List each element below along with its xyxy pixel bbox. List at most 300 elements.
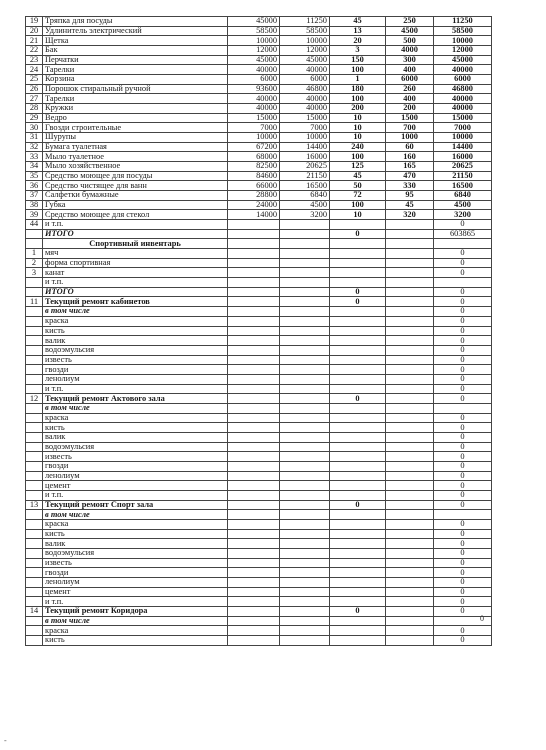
- price-cell: [386, 587, 434, 597]
- table-row: [26, 268, 492, 278]
- table-row: [26, 403, 492, 413]
- item-name-cell: кисть: [43, 529, 228, 539]
- amount-b-cell: [280, 394, 330, 404]
- total-cell: 6000: [434, 75, 492, 85]
- row-number-cell: 20: [26, 26, 43, 36]
- amount-b-cell: 58500: [280, 26, 330, 36]
- amount-a-cell: [228, 616, 280, 626]
- amount-a-cell: 45000: [228, 55, 280, 65]
- table-row: [26, 636, 492, 646]
- item-name-cell: Тарелки: [43, 65, 228, 75]
- row-number-cell: [26, 626, 43, 636]
- price-cell: 6000: [386, 75, 434, 85]
- amount-b-cell: [280, 539, 330, 549]
- table-row: [26, 548, 492, 558]
- price-cell: 470: [386, 171, 434, 181]
- price-cell: [386, 616, 434, 626]
- total-cell: 0: [434, 268, 492, 278]
- total-cell: 0: [434, 577, 492, 587]
- quantity-cell: [330, 558, 386, 568]
- amount-b-cell: [280, 345, 330, 355]
- amount-b-cell: [280, 577, 330, 587]
- table-row: [26, 17, 492, 27]
- total-cell: 12000: [434, 46, 492, 56]
- item-name-cell: Текущий ремонт Спорт зала: [43, 500, 228, 510]
- price-cell: [386, 568, 434, 578]
- item-name-cell: в том числе: [43, 510, 228, 520]
- amount-b-cell: [280, 278, 330, 288]
- total-cell: 0: [434, 442, 492, 452]
- quantity-cell: [330, 268, 386, 278]
- amount-b-cell: [280, 597, 330, 607]
- table-row: [26, 210, 492, 220]
- amount-a-cell: 12000: [228, 46, 280, 56]
- table-row: [26, 181, 492, 191]
- price-cell: [386, 626, 434, 636]
- total-cell: 11250: [434, 17, 492, 27]
- amount-a-cell: 93600: [228, 84, 280, 94]
- amount-a-cell: [228, 220, 280, 230]
- row-number-cell: 37: [26, 191, 43, 201]
- amount-a-cell: [228, 239, 280, 249]
- quantity-cell: [330, 461, 386, 471]
- table-row: [26, 587, 492, 597]
- row-number-cell: 1: [26, 249, 43, 259]
- total-cell: 0: [434, 597, 492, 607]
- table-row: [26, 26, 492, 36]
- table-row: [26, 200, 492, 210]
- price-cell: [386, 258, 434, 268]
- row-number-cell: 32: [26, 142, 43, 152]
- amount-b-cell: [280, 365, 330, 375]
- price-cell: 500: [386, 36, 434, 46]
- quantity-cell: [330, 529, 386, 539]
- total-cell: [434, 403, 492, 413]
- price-cell: [386, 442, 434, 452]
- row-number-cell: [26, 384, 43, 394]
- item-name-cell: Щетка: [43, 36, 228, 46]
- total-cell: 0: [434, 539, 492, 549]
- quantity-cell: [330, 316, 386, 326]
- item-name-cell: Тарелки: [43, 94, 228, 104]
- amount-a-cell: [228, 413, 280, 423]
- row-number-cell: [26, 442, 43, 452]
- quantity-cell: [330, 587, 386, 597]
- total-cell: 0: [434, 316, 492, 326]
- amount-b-cell: [280, 423, 330, 433]
- row-number-cell: [26, 365, 43, 375]
- item-name-cell: Текущий ремонт кабинетов: [43, 297, 228, 307]
- price-cell: [386, 471, 434, 481]
- table-row: [26, 249, 492, 259]
- table-row: [26, 65, 492, 75]
- total-cell: 0: [434, 529, 492, 539]
- total-cell: 0: [434, 258, 492, 268]
- amount-a-cell: 40000: [228, 94, 280, 104]
- amount-a-cell: [228, 529, 280, 539]
- item-name-cell: Корзина: [43, 75, 228, 85]
- price-cell: [386, 297, 434, 307]
- table-row: [26, 75, 492, 85]
- price-cell: 330: [386, 181, 434, 191]
- amount-b-cell: 10000: [280, 133, 330, 143]
- quantity-cell: 0: [330, 297, 386, 307]
- amount-a-cell: 58500: [228, 26, 280, 36]
- amount-a-cell: 82500: [228, 162, 280, 172]
- amount-a-cell: [228, 471, 280, 481]
- amount-b-cell: [280, 258, 330, 268]
- row-number-cell: 38: [26, 200, 43, 210]
- amount-a-cell: [228, 249, 280, 259]
- quantity-cell: 1: [330, 75, 386, 85]
- table-row: [26, 326, 492, 336]
- amount-b-cell: [280, 606, 330, 616]
- total-cell: 0: [434, 413, 492, 423]
- table-row: [26, 597, 492, 607]
- item-name-cell: Средство моющее для стекол: [43, 210, 228, 220]
- item-name-cell: Спортивный инвентарь: [43, 239, 228, 249]
- quantity-cell: [330, 490, 386, 500]
- total-cell: 10000: [434, 36, 492, 46]
- row-number-cell: [26, 239, 43, 249]
- quantity-cell: 20: [330, 36, 386, 46]
- total-cell: 0: [434, 471, 492, 481]
- row-number-cell: 2: [26, 258, 43, 268]
- item-name-cell: ИТОГО: [43, 287, 228, 297]
- amount-a-cell: [228, 423, 280, 433]
- row-number-cell: [26, 529, 43, 539]
- item-name-cell: в том числе: [43, 307, 228, 317]
- amount-b-cell: 4500: [280, 200, 330, 210]
- table-row: [26, 616, 492, 626]
- item-name-cell: водоэмульсия: [43, 442, 228, 452]
- table-row: [26, 104, 492, 114]
- price-cell: [386, 606, 434, 616]
- table-row: [26, 278, 492, 288]
- table-row: [26, 423, 492, 433]
- edge-mark: -: [4, 736, 7, 745]
- total-cell: 0: [434, 481, 492, 491]
- amount-b-cell: [280, 307, 330, 317]
- amount-b-cell: [280, 249, 330, 259]
- amount-b-cell: [280, 403, 330, 413]
- amount-b-cell: [280, 287, 330, 297]
- item-name-cell: цемент: [43, 481, 228, 491]
- amount-a-cell: [228, 403, 280, 413]
- amount-a-cell: [228, 355, 280, 365]
- item-name-cell: Губка: [43, 200, 228, 210]
- price-cell: [386, 220, 434, 230]
- price-cell: [386, 529, 434, 539]
- item-name-cell: Салфетки бумажные: [43, 191, 228, 201]
- amount-b-cell: 7000: [280, 123, 330, 133]
- quantity-cell: [330, 384, 386, 394]
- amount-a-cell: [228, 278, 280, 288]
- amount-a-cell: [228, 490, 280, 500]
- total-cell: 0: [434, 384, 492, 394]
- total-cell: 0: [434, 636, 492, 646]
- amount-b-cell: [280, 558, 330, 568]
- amount-b-cell: [280, 636, 330, 646]
- price-cell: 165: [386, 162, 434, 172]
- table-row: [26, 316, 492, 326]
- price-cell: 400: [386, 65, 434, 75]
- amount-a-cell: [228, 636, 280, 646]
- table-row: [26, 384, 492, 394]
- item-name-cell: краска: [43, 626, 228, 636]
- total-cell: 0: [434, 568, 492, 578]
- amount-b-cell: [280, 452, 330, 462]
- quantity-cell: [330, 432, 386, 442]
- amount-b-cell: [280, 490, 330, 500]
- amount-b-cell: [280, 268, 330, 278]
- item-name-cell: известь: [43, 355, 228, 365]
- amount-b-cell: [280, 326, 330, 336]
- table-row: [26, 365, 492, 375]
- table-row: [26, 490, 492, 500]
- row-number-cell: [26, 229, 43, 239]
- row-number-cell: [26, 326, 43, 336]
- amount-b-cell: [280, 442, 330, 452]
- amount-a-cell: [228, 297, 280, 307]
- price-cell: [386, 481, 434, 491]
- quantity-cell: [330, 336, 386, 346]
- row-number-cell: 27: [26, 94, 43, 104]
- amount-b-cell: [280, 384, 330, 394]
- quantity-cell: 200: [330, 104, 386, 114]
- quantity-cell: 45: [330, 171, 386, 181]
- amount-b-cell: [280, 510, 330, 520]
- row-number-cell: [26, 423, 43, 433]
- price-cell: 1000: [386, 133, 434, 143]
- total-cell: 15000: [434, 113, 492, 123]
- row-number-cell: 28: [26, 104, 43, 114]
- amount-a-cell: 14000: [228, 210, 280, 220]
- total-cell: 40000: [434, 94, 492, 104]
- total-cell: 0: [434, 307, 492, 317]
- total-cell: 0: [434, 394, 492, 404]
- price-cell: [386, 394, 434, 404]
- price-cell: [386, 268, 434, 278]
- total-cell: 0: [434, 519, 492, 529]
- row-number-cell: [26, 355, 43, 365]
- amount-b-cell: 20625: [280, 162, 330, 172]
- price-cell: [386, 500, 434, 510]
- item-name-cell: Кружки: [43, 104, 228, 114]
- row-number-cell: 24: [26, 65, 43, 75]
- price-cell: [386, 510, 434, 520]
- item-name-cell: ИТОГО: [43, 229, 228, 239]
- repair-group-row: [26, 297, 492, 307]
- table-row: [26, 258, 492, 268]
- row-number-cell: [26, 452, 43, 462]
- quantity-cell: [330, 258, 386, 268]
- row-number-cell: [26, 278, 43, 288]
- quantity-cell: [330, 636, 386, 646]
- row-number-cell: 29: [26, 113, 43, 123]
- quantity-cell: [330, 355, 386, 365]
- row-number-cell: 31: [26, 133, 43, 143]
- quantity-cell: 100: [330, 200, 386, 210]
- item-name-cell: Перчатки: [43, 55, 228, 65]
- price-cell: 160: [386, 152, 434, 162]
- amount-b-cell: [280, 374, 330, 384]
- amount-a-cell: [228, 394, 280, 404]
- amount-a-cell: [228, 432, 280, 442]
- price-cell: [386, 239, 434, 249]
- total-cell: 46800: [434, 84, 492, 94]
- amount-a-cell: 10000: [228, 133, 280, 143]
- amount-b-cell: [280, 297, 330, 307]
- quantity-cell: 10: [330, 113, 386, 123]
- price-cell: 260: [386, 84, 434, 94]
- amount-b-cell: [280, 461, 330, 471]
- item-name-cell: и т.п.: [43, 278, 228, 288]
- table-row: [26, 307, 492, 317]
- price-cell: 4500: [386, 26, 434, 36]
- amount-a-cell: [228, 500, 280, 510]
- quantity-cell: [330, 374, 386, 384]
- price-cell: 400: [386, 94, 434, 104]
- quantity-cell: 0: [330, 287, 386, 297]
- row-number-cell: 39: [26, 210, 43, 220]
- amount-b-cell: 16500: [280, 181, 330, 191]
- budget-table: [25, 16, 492, 646]
- amount-a-cell: [228, 481, 280, 491]
- row-number-cell: 11: [26, 297, 43, 307]
- row-number-cell: [26, 461, 43, 471]
- amount-b-cell: 6840: [280, 191, 330, 201]
- row-number-cell: 14: [26, 606, 43, 616]
- amount-b-cell: [280, 471, 330, 481]
- quantity-cell: [330, 626, 386, 636]
- amount-b-cell: [280, 500, 330, 510]
- price-cell: [386, 229, 434, 239]
- total-cell: 0: [434, 558, 492, 568]
- item-name-cell: Бумага туалетная: [43, 142, 228, 152]
- quantity-cell: 100: [330, 152, 386, 162]
- row-number-cell: [26, 374, 43, 384]
- row-number-cell: [26, 519, 43, 529]
- row-number-cell: [26, 636, 43, 646]
- quantity-cell: 10: [330, 123, 386, 133]
- total-cell: 0: [434, 490, 492, 500]
- row-number-cell: [26, 490, 43, 500]
- row-number-cell: [26, 432, 43, 442]
- row-number-cell: 33: [26, 152, 43, 162]
- item-name-cell: цемент: [43, 587, 228, 597]
- quantity-cell: 50: [330, 181, 386, 191]
- total-cell: 0: [434, 423, 492, 433]
- item-name-cell: гвозди: [43, 365, 228, 375]
- price-cell: 320: [386, 210, 434, 220]
- item-name-cell: в том числе: [43, 403, 228, 413]
- item-name-cell: ленолиум: [43, 374, 228, 384]
- row-number-cell: 19: [26, 17, 43, 27]
- amount-b-cell: [280, 239, 330, 249]
- quantity-cell: [330, 413, 386, 423]
- amount-b-cell: [280, 316, 330, 326]
- total-cell: 0: [434, 500, 492, 510]
- total-cell: 0: [434, 548, 492, 558]
- price-cell: [386, 374, 434, 384]
- table-row: [26, 452, 492, 462]
- item-name-cell: форма спортивная: [43, 258, 228, 268]
- item-name-cell: гвозди: [43, 568, 228, 578]
- amount-b-cell: 15000: [280, 113, 330, 123]
- amount-b-cell: [280, 220, 330, 230]
- amount-a-cell: 28800: [228, 191, 280, 201]
- amount-b-cell: [280, 587, 330, 597]
- amount-b-cell: 21150: [280, 171, 330, 181]
- row-number-cell: 13: [26, 500, 43, 510]
- item-name-cell: водоэмульсия: [43, 548, 228, 558]
- quantity-cell: [330, 548, 386, 558]
- quantity-cell: [330, 307, 386, 317]
- amount-a-cell: 45000: [228, 17, 280, 27]
- amount-a-cell: 10000: [228, 36, 280, 46]
- table-row: [26, 36, 492, 46]
- price-cell: 60: [386, 142, 434, 152]
- item-name-cell: Средство чистящее для ванн: [43, 181, 228, 191]
- price-cell: 95: [386, 191, 434, 201]
- total-cell: 0: [434, 461, 492, 471]
- row-number-cell: [26, 413, 43, 423]
- table-row: [26, 123, 492, 133]
- amount-a-cell: [228, 384, 280, 394]
- quantity-cell: [330, 278, 386, 288]
- item-name-cell: Текущий ремонт Актового зала: [43, 394, 228, 404]
- price-cell: 45: [386, 200, 434, 210]
- quantity-cell: [330, 239, 386, 249]
- total-cell: 16500: [434, 181, 492, 191]
- amount-b-cell: [280, 432, 330, 442]
- total-cell: 58500: [434, 26, 492, 36]
- quantity-cell: [330, 345, 386, 355]
- amount-a-cell: [228, 307, 280, 317]
- amount-a-cell: [228, 597, 280, 607]
- item-name-cell: Гвозди строительные: [43, 123, 228, 133]
- amount-a-cell: [228, 606, 280, 616]
- amount-b-cell: 11250: [280, 17, 330, 27]
- total-cell: 21150: [434, 171, 492, 181]
- total-cell: 40000: [434, 104, 492, 114]
- amount-b-cell: [280, 529, 330, 539]
- quantity-cell: [330, 365, 386, 375]
- table-row: [26, 142, 492, 152]
- table-row: [26, 461, 492, 471]
- amount-b-cell: [280, 519, 330, 529]
- total-cell: 0: [434, 432, 492, 442]
- row-number-cell: 36: [26, 181, 43, 191]
- quantity-cell: 100: [330, 94, 386, 104]
- quantity-cell: 0: [330, 394, 386, 404]
- row-number-cell: [26, 316, 43, 326]
- price-cell: 200: [386, 104, 434, 114]
- item-name-cell: Бак: [43, 46, 228, 56]
- item-name-cell: мяч: [43, 249, 228, 259]
- amount-a-cell: [228, 452, 280, 462]
- amount-a-cell: [228, 258, 280, 268]
- amount-b-cell: [280, 616, 330, 626]
- amount-a-cell: 67200: [228, 142, 280, 152]
- amount-a-cell: 24000: [228, 200, 280, 210]
- amount-b-cell: 12000: [280, 46, 330, 56]
- price-cell: [386, 326, 434, 336]
- quantity-cell: 125: [330, 162, 386, 172]
- amount-a-cell: [228, 461, 280, 471]
- table-row: [26, 152, 492, 162]
